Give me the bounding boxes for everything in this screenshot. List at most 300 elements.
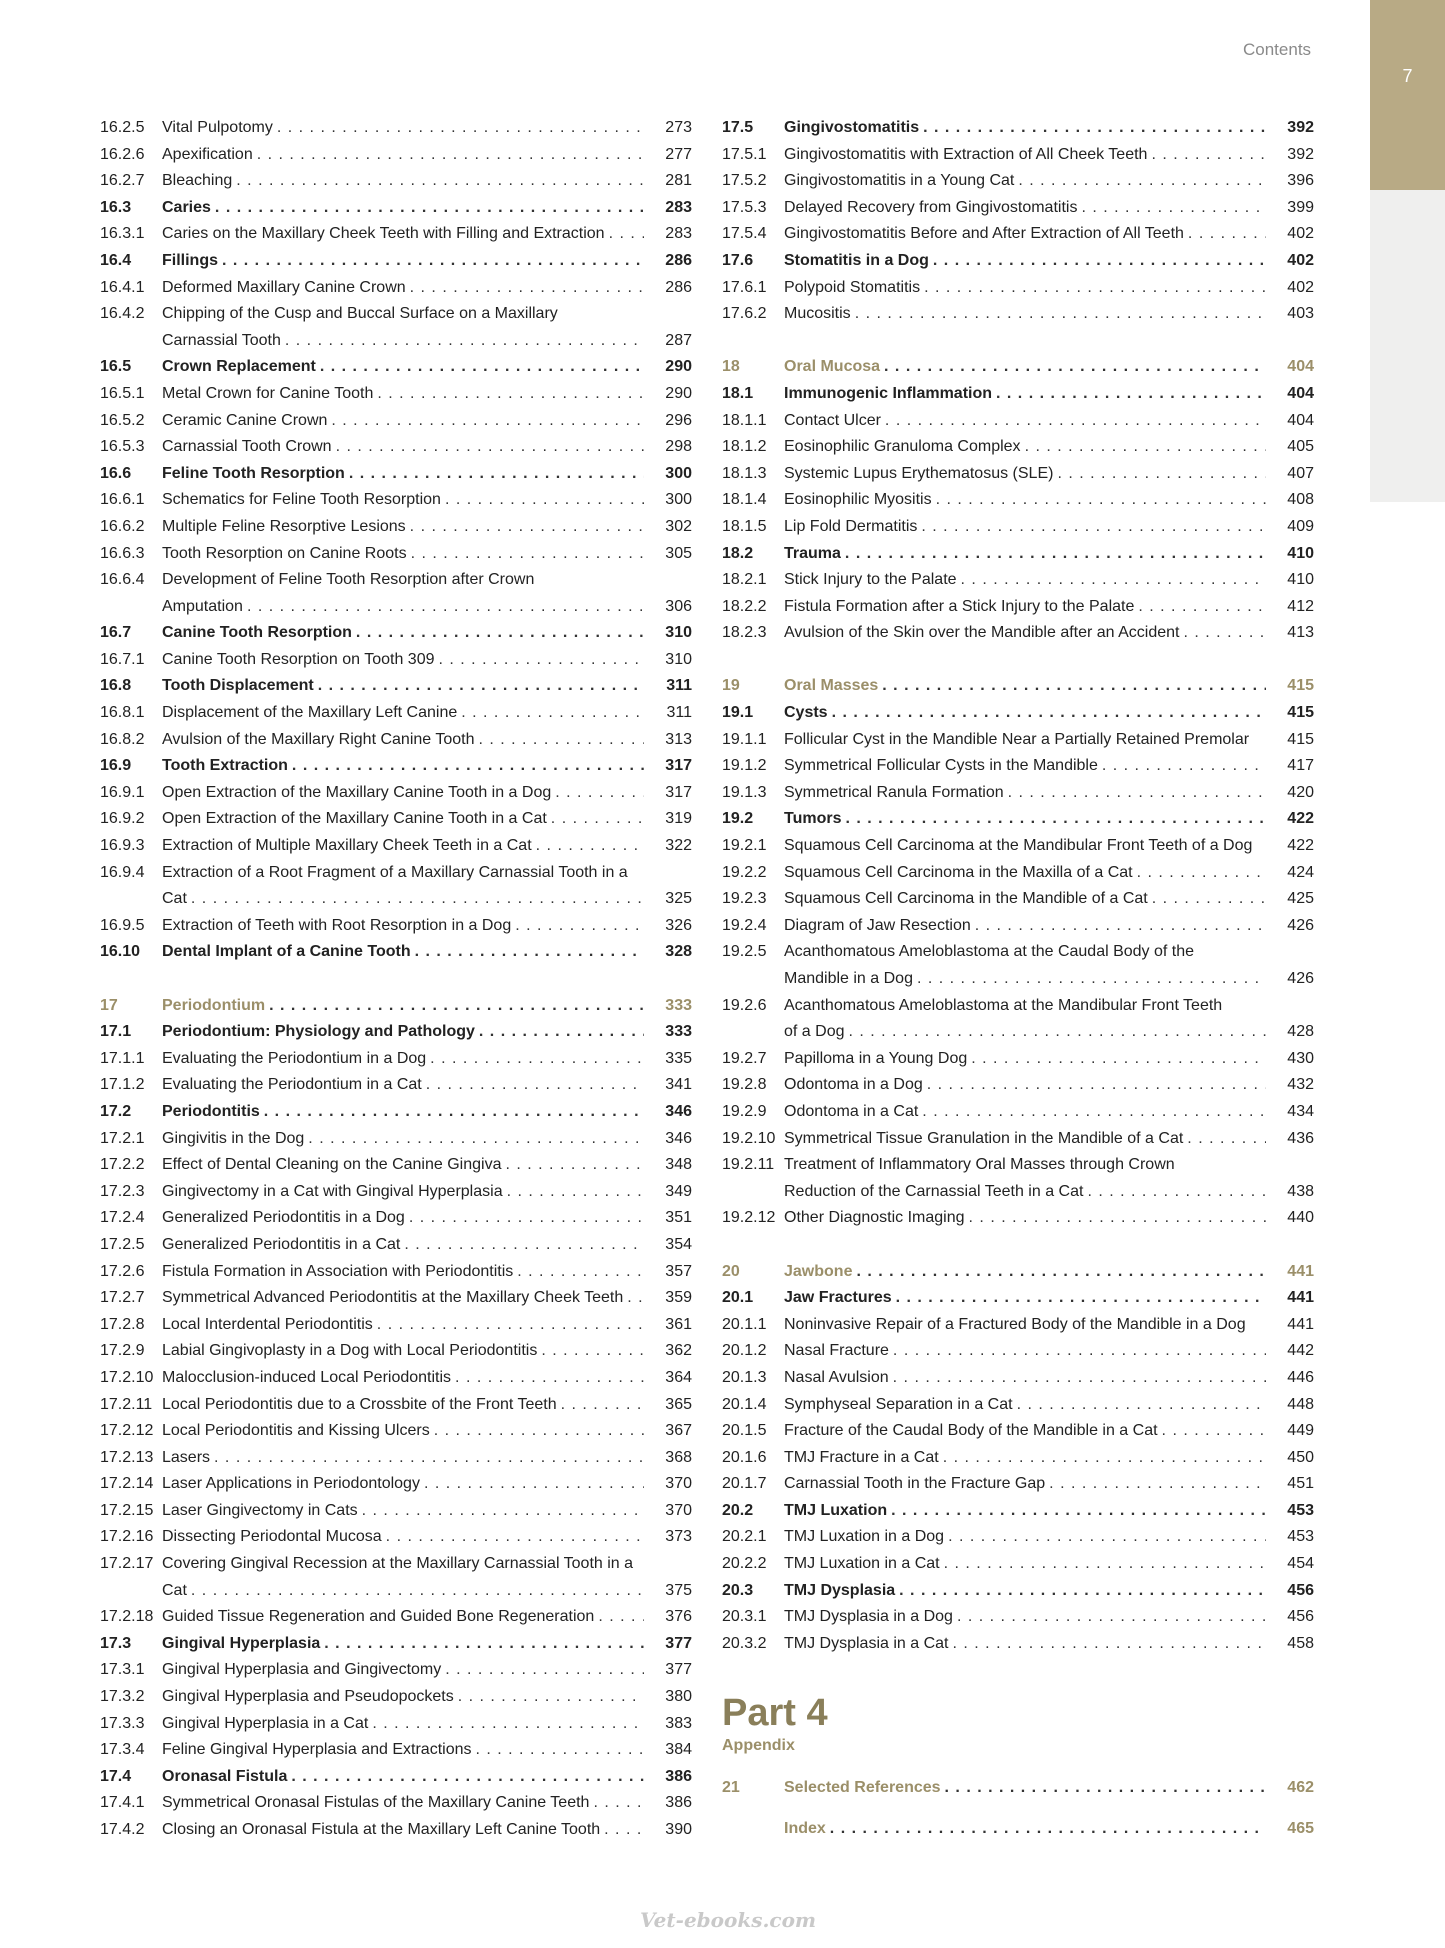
dot-leader bbox=[891, 1498, 1266, 1525]
toc-entry[interactable] bbox=[722, 620, 1314, 647]
dot-leader bbox=[372, 1711, 644, 1738]
toc-entry[interactable] bbox=[722, 1445, 1314, 1472]
toc-entry-title: Diagram of Jaw Resection bbox=[784, 916, 971, 934]
toc-entry[interactable] bbox=[722, 1816, 1314, 1843]
toc-entry-text bbox=[162, 1099, 644, 1126]
toc-entry[interactable] bbox=[722, 727, 1314, 754]
toc-entry-page: 346 bbox=[665, 1102, 692, 1120]
toc-entry[interactable] bbox=[100, 221, 692, 248]
toc-entry-title: Laser Gingivectomy in Cats bbox=[162, 1501, 358, 1519]
toc-entry-title: Vital Pulpotomy bbox=[162, 119, 273, 136]
toc-entry[interactable] bbox=[100, 1737, 692, 1764]
toc-entry-continuation[interactable] bbox=[100, 328, 692, 355]
toc-entry-number: 16.5 bbox=[100, 358, 132, 376]
toc-entry-title: Papilloma in a Young Dog bbox=[784, 1049, 968, 1067]
toc-entry[interactable] bbox=[100, 301, 692, 328]
toc-entry-title: Gingivitis in the Dog bbox=[162, 1129, 305, 1147]
toc-entry[interactable] bbox=[100, 913, 692, 940]
dot-leader bbox=[445, 487, 644, 514]
toc-entry-text bbox=[162, 1152, 644, 1179]
toc-entry[interactable] bbox=[722, 541, 1314, 568]
toc-entry-title-continued: of a Dog bbox=[784, 1023, 845, 1041]
page-number-tab bbox=[1370, 0, 1445, 190]
toc-entry[interactable] bbox=[100, 673, 692, 700]
toc-entry-page: 403 bbox=[1287, 305, 1314, 323]
toc-entry[interactable] bbox=[100, 1338, 692, 1365]
dot-leader bbox=[426, 1072, 644, 1099]
toc-entry-title: Gingival Hyperplasia bbox=[162, 1634, 321, 1652]
toc-entry[interactable] bbox=[722, 860, 1314, 887]
dot-leader bbox=[969, 1205, 1266, 1232]
part-title: Part 4 bbox=[722, 1692, 828, 1735]
toc-entry-text bbox=[162, 913, 644, 940]
dot-leader bbox=[191, 886, 644, 913]
toc-entry-page: 424 bbox=[1287, 863, 1314, 881]
toc-entry[interactable] bbox=[100, 1551, 692, 1578]
toc-entry[interactable] bbox=[722, 1338, 1314, 1365]
toc-entry-title: Periodontitis bbox=[162, 1102, 260, 1120]
toc-entry[interactable] bbox=[722, 1099, 1314, 1126]
toc-entry-continuation[interactable] bbox=[100, 594, 692, 621]
toc-entry-text bbox=[162, 301, 644, 328]
toc-entry-text bbox=[162, 434, 644, 461]
toc-entry-text bbox=[162, 275, 644, 302]
toc-entry[interactable] bbox=[100, 1445, 692, 1472]
toc-entry[interactable] bbox=[100, 806, 692, 833]
toc-entry-continuation[interactable] bbox=[722, 966, 1314, 993]
toc-entry-text bbox=[784, 354, 1266, 381]
toc-entry-text bbox=[784, 1099, 1266, 1126]
toc-entry-page: 448 bbox=[1287, 1395, 1314, 1413]
toc-entry-number: 19.2.5 bbox=[722, 943, 767, 961]
toc-entry-title: Nasal Avulsion bbox=[784, 1368, 889, 1386]
toc-entry[interactable] bbox=[722, 275, 1314, 302]
dot-leader bbox=[1057, 461, 1266, 488]
toc-entry[interactable] bbox=[100, 1817, 692, 1844]
toc-entry-continuation[interactable] bbox=[100, 1578, 692, 1605]
dot-leader bbox=[264, 1099, 644, 1126]
toc-entry[interactable] bbox=[100, 541, 692, 568]
toc-entry[interactable] bbox=[100, 1019, 692, 1046]
dot-leader bbox=[1081, 195, 1266, 222]
toc-entry[interactable] bbox=[100, 1072, 692, 1099]
toc-entry-text bbox=[162, 1578, 644, 1605]
dot-leader bbox=[269, 993, 644, 1020]
toc-entry-page: 451 bbox=[1287, 1475, 1314, 1493]
toc-entry-text bbox=[784, 993, 1266, 1020]
dot-leader bbox=[349, 461, 644, 488]
toc-entry[interactable] bbox=[722, 1631, 1314, 1658]
toc-entry[interactable] bbox=[722, 1365, 1314, 1392]
toc-entry-number: 17.2.2 bbox=[100, 1156, 145, 1174]
toc-entry[interactable] bbox=[100, 1471, 692, 1498]
toc-entry-number: 20.1 bbox=[722, 1289, 754, 1307]
toc-entry[interactable] bbox=[722, 833, 1314, 860]
toc-entry[interactable] bbox=[722, 1498, 1314, 1525]
toc-entry-title-continued: Mandible in a Dog bbox=[784, 970, 913, 987]
toc-entry-page: 375 bbox=[665, 1581, 692, 1599]
toc-entry-number: 17.4 bbox=[100, 1767, 132, 1785]
toc-entry-number: 17.2.16 bbox=[100, 1528, 154, 1546]
toc-entry-title: Jawbone bbox=[784, 1262, 853, 1280]
toc-entry[interactable] bbox=[722, 1046, 1314, 1073]
toc-entry[interactable] bbox=[100, 1179, 692, 1206]
toc-entry[interactable] bbox=[722, 1604, 1314, 1631]
toc-entry[interactable] bbox=[100, 168, 692, 195]
toc-entry-page: 405 bbox=[1287, 438, 1314, 456]
toc-entry-page: 390 bbox=[665, 1821, 692, 1838]
toc-entry-text bbox=[162, 860, 644, 887]
toc-entry-text bbox=[162, 1657, 644, 1684]
toc-entry-text bbox=[162, 487, 644, 514]
toc-entry[interactable] bbox=[100, 1498, 692, 1525]
toc-entry[interactable] bbox=[722, 939, 1314, 966]
toc-entry-title: Stick Injury to the Palate bbox=[784, 571, 957, 589]
toc-entry-number: 17.2.5 bbox=[100, 1235, 145, 1253]
dot-leader bbox=[324, 1631, 644, 1658]
toc-entry[interactable] bbox=[100, 1764, 692, 1791]
toc-entry-title: Deformed Maxillary Canine Crown bbox=[162, 278, 406, 296]
toc-entry-number: 16.3.1 bbox=[100, 225, 145, 243]
toc-entry[interactable] bbox=[722, 806, 1314, 833]
toc-entry-text bbox=[162, 594, 644, 621]
dot-leader bbox=[215, 195, 644, 222]
toc-entry-number: 17.2.18 bbox=[100, 1608, 154, 1626]
toc-entry-text bbox=[784, 408, 1266, 435]
toc-entry-title: Odontoma in a Dog bbox=[784, 1076, 923, 1094]
toc-chapter-entry[interactable] bbox=[722, 1259, 1314, 1286]
toc-entry-continuation[interactable] bbox=[722, 1179, 1314, 1206]
toc-entry-title: Acanthomatous Ameloblastoma at the Mandibular Front Teeth bbox=[784, 996, 1223, 1014]
toc-entry[interactable] bbox=[100, 700, 692, 727]
toc-entry-page: 383 bbox=[665, 1714, 692, 1732]
toc-entry-number: 16.4 bbox=[100, 251, 132, 269]
toc-entry[interactable] bbox=[722, 1524, 1314, 1551]
toc-entry[interactable] bbox=[100, 1711, 692, 1738]
toc-left-column bbox=[100, 115, 692, 1844]
toc-entry-title: Feline Gingival Hyperplasia and Extractions bbox=[162, 1741, 472, 1759]
toc-entry[interactable] bbox=[100, 1126, 692, 1153]
toc-entry[interactable] bbox=[100, 1232, 692, 1259]
toc-entry-text bbox=[784, 753, 1266, 780]
dot-leader bbox=[927, 1072, 1266, 1099]
toc-entry-page: 326 bbox=[665, 916, 692, 934]
toc-entry-page: 441 bbox=[1287, 1262, 1314, 1280]
toc-entry[interactable] bbox=[722, 408, 1314, 435]
toc-entry-text bbox=[162, 1232, 644, 1259]
toc-entry[interactable] bbox=[722, 1775, 1314, 1802]
toc-entry-title: Fillings bbox=[162, 251, 218, 269]
toc-entry-text bbox=[784, 727, 1266, 754]
toc-entry[interactable] bbox=[722, 700, 1314, 727]
dot-leader bbox=[377, 1312, 644, 1339]
toc-entry-number: 18.1.4 bbox=[722, 491, 767, 509]
toc-entry[interactable] bbox=[722, 381, 1314, 408]
toc-entry[interactable] bbox=[100, 248, 692, 275]
toc-entry[interactable] bbox=[100, 1790, 692, 1817]
dot-leader bbox=[415, 939, 644, 966]
dot-leader bbox=[893, 1338, 1266, 1365]
toc-entry-page: 415 bbox=[1287, 730, 1314, 748]
toc-entry-text bbox=[784, 221, 1266, 248]
toc-entry[interactable] bbox=[100, 434, 692, 461]
toc-entry-number: 17.3.3 bbox=[100, 1714, 145, 1732]
toc-entry[interactable] bbox=[100, 753, 692, 780]
toc-entry-title: Caries on the Maxillary Cheek Teeth with Filling and Extraction bbox=[162, 225, 605, 243]
toc-entry[interactable] bbox=[722, 1285, 1314, 1312]
toc-entry[interactable] bbox=[722, 195, 1314, 222]
dot-leader bbox=[551, 806, 644, 833]
toc-entry[interactable] bbox=[100, 354, 692, 381]
dot-leader bbox=[458, 1684, 644, 1711]
toc-entry-page: 449 bbox=[1287, 1422, 1314, 1440]
dot-leader bbox=[555, 780, 644, 807]
toc-entry-number: 19.2.10 bbox=[722, 1129, 776, 1147]
toc-entry[interactable] bbox=[722, 487, 1314, 514]
toc-entry-title: Local Interdental Periodontitis bbox=[162, 1315, 373, 1333]
toc-entry-title: Systemic Lupus Erythematosus (SLE) bbox=[784, 464, 1054, 482]
toc-entry[interactable] bbox=[100, 567, 692, 594]
toc-entry[interactable] bbox=[100, 115, 692, 142]
toc-entry-text bbox=[784, 115, 1266, 142]
toc-entry[interactable] bbox=[722, 301, 1314, 328]
toc-entry[interactable] bbox=[722, 1205, 1314, 1232]
toc-entry[interactable] bbox=[100, 1099, 692, 1126]
toc-entry-title: Cysts bbox=[784, 704, 828, 722]
toc-entry[interactable] bbox=[722, 993, 1314, 1020]
toc-chapter-entry[interactable] bbox=[100, 993, 692, 1020]
toc-entry[interactable] bbox=[722, 753, 1314, 780]
toc-entry-number: 20.2.2 bbox=[722, 1555, 767, 1573]
toc-entry-text bbox=[784, 1072, 1266, 1099]
dot-leader bbox=[1049, 1471, 1266, 1498]
toc-entry[interactable] bbox=[722, 1418, 1314, 1445]
dot-leader bbox=[936, 487, 1266, 514]
toc-entry[interactable] bbox=[722, 1392, 1314, 1419]
toc-entry[interactable] bbox=[100, 780, 692, 807]
toc-entry[interactable] bbox=[722, 461, 1314, 488]
toc-entry[interactable] bbox=[100, 514, 692, 541]
toc-entry[interactable] bbox=[722, 1126, 1314, 1153]
toc-entry-text bbox=[784, 1631, 1266, 1658]
toc-entry-page: 367 bbox=[665, 1422, 692, 1440]
toc-entry-text bbox=[162, 354, 644, 381]
toc-entry-text bbox=[162, 1790, 644, 1817]
toc-entry[interactable] bbox=[722, 115, 1314, 142]
toc-entry[interactable] bbox=[100, 1604, 692, 1631]
dot-leader bbox=[1138, 594, 1266, 621]
toc-entry-number: 19.1.2 bbox=[722, 757, 767, 775]
toc-entry-text bbox=[784, 275, 1266, 302]
toc-entry-page: 408 bbox=[1287, 491, 1314, 509]
toc-entry-number: 16.9.3 bbox=[100, 837, 145, 855]
toc-entry[interactable] bbox=[100, 487, 692, 514]
toc-entry-text bbox=[162, 939, 644, 966]
toc-entry[interactable] bbox=[100, 939, 692, 966]
toc-entry-number: 18 bbox=[722, 358, 740, 376]
toc-entry-page: 392 bbox=[1287, 119, 1314, 136]
toc-entry[interactable] bbox=[100, 1205, 692, 1232]
toc-entry-text bbox=[784, 1152, 1266, 1179]
toc-entry[interactable] bbox=[722, 913, 1314, 940]
toc-entry-text bbox=[162, 1817, 644, 1844]
toc-entry[interactable] bbox=[100, 833, 692, 860]
toc-entry[interactable] bbox=[100, 620, 692, 647]
toc-entry[interactable] bbox=[100, 461, 692, 488]
dot-leader bbox=[923, 115, 1266, 142]
dot-leader bbox=[933, 248, 1266, 275]
toc-entry-text bbox=[162, 168, 644, 195]
dot-leader bbox=[236, 168, 644, 195]
toc-entry-title: Odontoma in a Cat bbox=[784, 1102, 919, 1120]
toc-entry-text bbox=[784, 1604, 1266, 1631]
toc-entry-number: 17.1 bbox=[100, 1023, 132, 1041]
toc-entry-text bbox=[784, 1019, 1266, 1046]
toc-entry-text bbox=[162, 1604, 644, 1631]
dot-leader bbox=[222, 248, 644, 275]
toc-entry-number: 18.1 bbox=[722, 384, 754, 402]
toc-entry[interactable] bbox=[100, 1524, 692, 1551]
toc-entry-title: Metal Crown for Canine Tooth bbox=[162, 384, 374, 402]
toc-entry[interactable] bbox=[100, 1259, 692, 1286]
dot-leader bbox=[320, 354, 644, 381]
toc-entry-page: 430 bbox=[1287, 1049, 1314, 1067]
toc-entry-title: Extraction of a Root Fragment of a Maxillary Carnassial Tooth in a bbox=[162, 863, 628, 881]
toc-entry-title: Eosinophilic Granuloma Complex bbox=[784, 438, 1021, 456]
toc-entry[interactable] bbox=[100, 647, 692, 674]
toc-entry-text bbox=[162, 115, 644, 142]
toc-entry[interactable] bbox=[722, 1471, 1314, 1498]
dot-leader bbox=[885, 408, 1266, 435]
toc-entry-page: 361 bbox=[665, 1315, 692, 1333]
toc-entry-number: 17.6 bbox=[722, 251, 754, 269]
toc-entry-title: Symmetrical Tissue Granulation in the Mandible of a Cat bbox=[784, 1129, 1184, 1147]
toc-entry[interactable] bbox=[722, 514, 1314, 541]
toc-entry-number: 16.9.5 bbox=[100, 916, 145, 934]
toc-entry-page: 402 bbox=[1287, 278, 1314, 296]
toc-entry[interactable] bbox=[100, 195, 692, 222]
toc-entry[interactable] bbox=[722, 886, 1314, 913]
toc-entry-title: Polypoid Stomatitis bbox=[784, 278, 921, 296]
toc-entry[interactable] bbox=[100, 408, 692, 435]
toc-entry[interactable] bbox=[100, 1392, 692, 1419]
toc-entry[interactable] bbox=[722, 1578, 1314, 1605]
toc-entry-text bbox=[162, 780, 644, 807]
toc-entry[interactable] bbox=[722, 434, 1314, 461]
toc-entry-title: Fracture of the Caudal Body of the Mandible in a Cat bbox=[784, 1422, 1158, 1440]
toc-entry[interactable] bbox=[722, 1312, 1314, 1339]
toc-entry-continuation[interactable] bbox=[722, 1019, 1314, 1046]
toc-entry-page: 380 bbox=[665, 1688, 692, 1706]
dot-leader bbox=[430, 1046, 644, 1073]
toc-entry-text bbox=[162, 673, 644, 700]
toc-entry[interactable] bbox=[100, 1152, 692, 1179]
toc-entry[interactable] bbox=[722, 248, 1314, 275]
toc-entry-text bbox=[162, 142, 644, 169]
toc-entry-number: 17.5.1 bbox=[722, 145, 767, 163]
toc-entry-title: Delayed Recovery from Gingivostomatitis bbox=[784, 198, 1078, 216]
toc-entry[interactable] bbox=[722, 1072, 1314, 1099]
toc-entry-title: Malocclusion-induced Local Periodontitis bbox=[162, 1368, 452, 1386]
toc-entry-title: Tooth Resorption on Canine Roots bbox=[162, 544, 407, 562]
toc-entry-number: 16.9.1 bbox=[100, 783, 145, 801]
toc-entry-title: Lip Fold Dermatitis bbox=[784, 517, 918, 535]
toc-entry-page: 417 bbox=[1287, 757, 1314, 775]
toc-entry[interactable] bbox=[100, 1684, 692, 1711]
toc-entry[interactable] bbox=[722, 567, 1314, 594]
toc-entry[interactable] bbox=[100, 727, 692, 754]
toc-entry-title: Lasers bbox=[162, 1448, 211, 1466]
toc-entry-number: 20.1.5 bbox=[722, 1422, 767, 1440]
toc-entry-number: 19.1.1 bbox=[722, 730, 767, 748]
toc-chapter-entry[interactable] bbox=[722, 673, 1314, 700]
toc-entry-text bbox=[162, 541, 644, 568]
dot-leader bbox=[856, 1259, 1266, 1286]
toc-entry-title: Guided Tissue Regeneration and Guided Bone Regeneration bbox=[162, 1608, 595, 1626]
toc-entry[interactable] bbox=[722, 594, 1314, 621]
toc-entry[interactable] bbox=[100, 1046, 692, 1073]
toc-entry[interactable] bbox=[100, 142, 692, 169]
toc-entry[interactable] bbox=[722, 1152, 1314, 1179]
toc-entry[interactable] bbox=[722, 221, 1314, 248]
dot-leader bbox=[517, 1259, 644, 1286]
toc-entry-number: 16.9.2 bbox=[100, 810, 145, 828]
toc-entry-number: 17.5.4 bbox=[722, 225, 767, 243]
toc-entry[interactable] bbox=[722, 168, 1314, 195]
toc-entry[interactable] bbox=[722, 780, 1314, 807]
toc-entry[interactable] bbox=[100, 1631, 692, 1658]
toc-entry-text bbox=[784, 142, 1266, 169]
toc-entry-text bbox=[162, 1631, 644, 1658]
dot-leader bbox=[609, 221, 644, 248]
toc-entry[interactable] bbox=[100, 1365, 692, 1392]
toc-entry-text bbox=[784, 461, 1266, 488]
toc-chapter-entry[interactable] bbox=[722, 354, 1314, 381]
dot-leader bbox=[917, 966, 1266, 993]
toc-entry-page: 428 bbox=[1287, 1023, 1314, 1041]
dot-leader bbox=[507, 1179, 644, 1206]
dot-leader bbox=[191, 1578, 644, 1605]
toc-entry[interactable] bbox=[100, 1285, 692, 1312]
toc-entry-number: 18.1.3 bbox=[722, 464, 767, 482]
toc-entry-page: 373 bbox=[665, 1528, 692, 1546]
dot-leader bbox=[410, 275, 644, 302]
toc-entry[interactable] bbox=[100, 275, 692, 302]
toc-entry[interactable] bbox=[100, 860, 692, 887]
toc-entry[interactable] bbox=[100, 381, 692, 408]
toc-entry[interactable] bbox=[100, 1657, 692, 1684]
toc-entry-page: 440 bbox=[1287, 1209, 1314, 1227]
dot-leader bbox=[921, 514, 1266, 541]
toc-entry[interactable] bbox=[100, 1418, 692, 1445]
toc-entry-text bbox=[162, 381, 644, 408]
toc-entry-text bbox=[162, 1365, 644, 1392]
toc-entry-number: 18.2.3 bbox=[722, 624, 767, 642]
toc-entry[interactable] bbox=[722, 1551, 1314, 1578]
toc-entry-page: 290 bbox=[665, 358, 692, 376]
toc-entry-title-continued: Cat bbox=[162, 1581, 187, 1599]
toc-entry-number: 16.10 bbox=[100, 943, 141, 961]
toc-entry-continuation[interactable] bbox=[100, 886, 692, 913]
toc-entry[interactable] bbox=[100, 1312, 692, 1339]
toc-entry-title: TMJ Dysplasia in a Cat bbox=[784, 1634, 949, 1652]
toc-entry[interactable] bbox=[722, 142, 1314, 169]
toc-entry-title: Ceramic Canine Crown bbox=[162, 411, 328, 429]
toc-entry-number: 16.8 bbox=[100, 677, 132, 695]
toc-entry-number: 19.2.11 bbox=[722, 1156, 775, 1174]
toc-entry-page: 415 bbox=[1287, 704, 1314, 722]
dot-leader bbox=[410, 514, 644, 541]
